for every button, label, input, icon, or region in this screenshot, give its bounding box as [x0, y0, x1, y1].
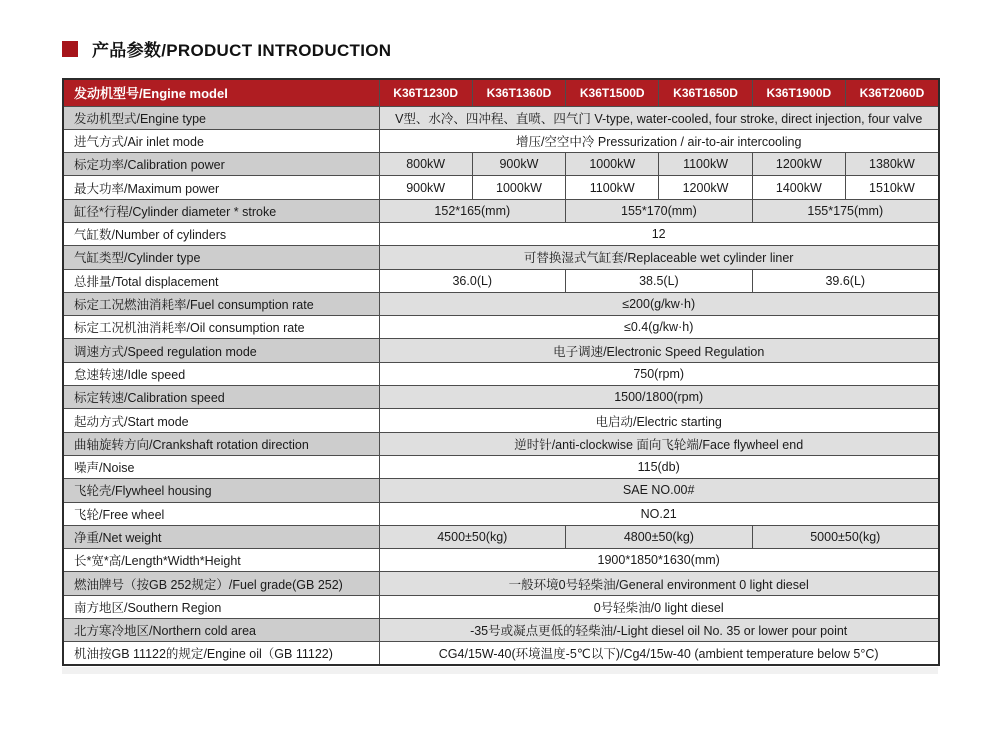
spec-row — [63, 502, 939, 525]
spec-value-cell: 1900*1850*1630(mm) — [379, 549, 939, 572]
spec-value-cell: -35号或凝点更低的轻柴油/-Light diesel oil No. 35 or lower pour point — [379, 619, 939, 642]
red-square-bullet-icon — [62, 41, 78, 57]
engine-model-header: 发动机型号/Engine model — [63, 79, 379, 106]
spec-value-cell: 115(db) — [379, 455, 939, 478]
spec-label-cell: 发动机型式/Engine type — [63, 106, 379, 129]
spec-label-cell: 气缸类型/Cylinder type — [63, 246, 379, 269]
spec-row — [63, 525, 939, 548]
spec-value-cell: 152*165(mm) — [379, 199, 566, 222]
spec-row — [63, 292, 939, 315]
spec-table-container — [62, 78, 940, 666]
spec-value-cell: 电启动/Electric starting — [379, 409, 939, 432]
model-column-header: K36T1500D — [566, 79, 659, 106]
spec-value-cell: V型、水冷、四冲程、直喷、四气门 V-type, water-cooled, four stroke, direct injection, four valve — [379, 106, 939, 129]
spec-row — [63, 432, 939, 455]
spec-label-cell: 标定功率/Calibration power — [63, 153, 379, 176]
spec-row — [63, 246, 939, 269]
spec-value-cell: 0号轻柴油/0 light diesel — [379, 595, 939, 618]
spec-label-cell: 燃油牌号（按GB 252规定）/Fuel grade(GB 252) — [63, 572, 379, 595]
spec-table-body — [63, 106, 939, 665]
spec-row — [63, 176, 939, 199]
spec-value-cell: 1000kW — [472, 176, 565, 199]
model-column-header: K36T1900D — [752, 79, 845, 106]
spec-label-cell: 长*宽*高/Length*Width*Height — [63, 549, 379, 572]
spec-label-cell: 净重/Net weight — [63, 525, 379, 548]
spec-value-cell: 1500/1800(rpm) — [379, 386, 939, 409]
model-column-header: K36T1230D — [379, 79, 472, 106]
spec-value-cell: 可替换湿式气缸套/Replaceable wet cylinder liner — [379, 246, 939, 269]
spec-row — [63, 386, 939, 409]
spec-row — [63, 642, 939, 665]
model-column-header: K36T1360D — [472, 79, 565, 106]
spec-value-cell: 38.5(L) — [566, 269, 753, 292]
spec-value-cell: 1380kW — [845, 153, 938, 176]
spec-label-cell: 最大功率/Maximum power — [63, 176, 379, 199]
spec-row — [63, 316, 939, 339]
spec-label-cell: 气缸数/Number of cylinders — [63, 222, 379, 245]
spec-row — [63, 269, 939, 292]
spec-value-cell: ≤200(g/kw·h) — [379, 292, 939, 315]
spec-value-cell: 750(rpm) — [379, 362, 939, 385]
spec-value-cell: 增压/空空中冷 Pressurization / air-to-air intercooling — [379, 129, 939, 152]
spec-table — [62, 78, 940, 666]
spec-value-cell: 1100kW — [659, 153, 752, 176]
spec-value-cell: 4800±50(kg) — [566, 525, 753, 548]
spec-row — [63, 222, 939, 245]
model-column-header: K36T1650D — [659, 79, 752, 106]
spec-row — [63, 595, 939, 618]
spec-label-cell: 调速方式/Speed regulation mode — [63, 339, 379, 362]
spec-value-cell: 900kW — [379, 176, 472, 199]
spec-label-cell: 标定工况燃油消耗率/Fuel consumption rate — [63, 292, 379, 315]
spec-value-cell: 4500±50(kg) — [379, 525, 566, 548]
spec-value-cell: 39.6(L) — [752, 269, 939, 292]
spec-value-cell: 5000±50(kg) — [752, 525, 939, 548]
spec-label-cell: 南方地区/Southern Region — [63, 595, 379, 618]
spec-label-cell: 飞轮/Free wheel — [63, 502, 379, 525]
spec-row — [63, 409, 939, 432]
spec-value-cell: 800kW — [379, 153, 472, 176]
spec-label-cell: 标定转速/Calibration speed — [63, 386, 379, 409]
spec-label-cell: 进气方式/Air inlet mode — [63, 129, 379, 152]
spec-value-cell: CG4/15W-40(环境温度-5℃以下)/Cg4/15w-40 (ambient temperature below 5°C) — [379, 642, 939, 665]
spec-row — [63, 479, 939, 502]
spec-value-cell: 12 — [379, 222, 939, 245]
spec-label-cell: 机油按GB 11122的规定/Engine oil（GB 11122) — [63, 642, 379, 665]
spec-label-cell: 北方寒冷地区/Northern cold area — [63, 619, 379, 642]
spec-value-cell: SAE NO.00# — [379, 479, 939, 502]
spec-value-cell: 36.0(L) — [379, 269, 566, 292]
spec-value-cell: 一般环境0号轻柴油/General environment 0 light diesel — [379, 572, 939, 595]
spec-value-cell: 逆时针/anti-clockwise 面向飞轮端/Face flywheel end — [379, 432, 939, 455]
spec-value-cell: ≤0.4(g/kw·h) — [379, 316, 939, 339]
spec-row — [63, 129, 939, 152]
spec-label-cell: 曲轴旋转方向/Crankshaft rotation direction — [63, 432, 379, 455]
spec-value-cell: 电子调速/Electronic Speed Regulation — [379, 339, 939, 362]
spec-value-cell: 1200kW — [752, 153, 845, 176]
spec-label-cell: 总排量/Total displacement — [63, 269, 379, 292]
spec-value-cell: NO.21 — [379, 502, 939, 525]
page-title: 产品参数/PRODUCT INTRODUCTION — [92, 41, 392, 60]
spec-row — [63, 572, 939, 595]
spec-value-cell: 1400kW — [752, 176, 845, 199]
spec-label-cell: 飞轮壳/Flywheel housing — [63, 479, 379, 502]
table-bottom-shadow — [62, 667, 938, 674]
spec-label-cell: 标定工况机油消耗率/Oil consumption rate — [63, 316, 379, 339]
spec-row — [63, 106, 939, 129]
spec-row — [63, 153, 939, 176]
spec-value-cell: 155*175(mm) — [752, 199, 939, 222]
spec-value-cell: 1000kW — [566, 153, 659, 176]
spec-label-cell: 起动方式/Start mode — [63, 409, 379, 432]
spec-row — [63, 549, 939, 572]
page-title-bar — [62, 36, 391, 61]
spec-row — [63, 455, 939, 478]
spec-value-cell: 1200kW — [659, 176, 752, 199]
spec-row — [63, 199, 939, 222]
spec-label-cell: 噪声/Noise — [63, 455, 379, 478]
spec-value-cell: 900kW — [472, 153, 565, 176]
spec-value-cell: 1100kW — [566, 176, 659, 199]
spec-value-cell: 155*170(mm) — [566, 199, 753, 222]
model-column-header: K36T2060D — [845, 79, 938, 106]
spec-value-cell: 1510kW — [845, 176, 938, 199]
spec-row — [63, 362, 939, 385]
spec-row — [63, 339, 939, 362]
spec-row — [63, 619, 939, 642]
spec-label-cell: 缸径*行程/Cylinder diameter * stroke — [63, 199, 379, 222]
spec-label-cell: 怠速转速/Idle speed — [63, 362, 379, 385]
table-header-row — [63, 79, 939, 106]
